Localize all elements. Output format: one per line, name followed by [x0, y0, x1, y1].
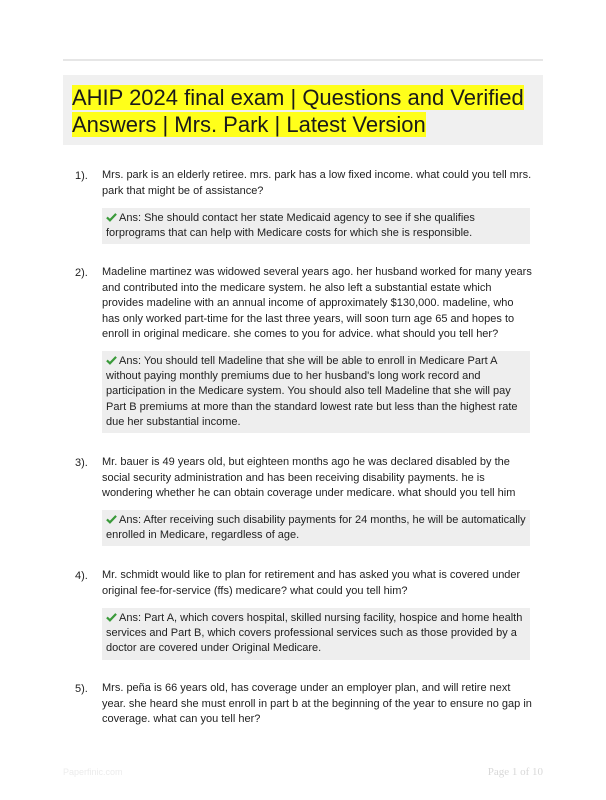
answer-box: [102, 208, 530, 244]
answer-text: Ans: Part A, which covers hospital, skilled nursing facility, hospice and home health services and Part B, which covers professional services such as those provided by a doctor are covered under Original Medicare.: [106, 612, 523, 655]
answer-text: Ans: After receiving such disability payments for 24 months, he will be automatically enrolled in Medicare, regardless of age.: [106, 514, 526, 542]
footer-source: Paperfinic.com: [63, 767, 123, 777]
answer-box: [102, 608, 530, 660]
top-divider: [63, 59, 543, 61]
question-number: 1).: [75, 170, 88, 182]
question-text: Mrs. park is an elderly retiree. mrs. park has a low fixed income. what could you tell mrs. park that might be of assistance?: [102, 169, 532, 197]
check-icon: [106, 355, 117, 365]
question-number: 5).: [75, 683, 88, 695]
question-text: Mr. bauer is 49 years old, but eighteen months ago he was declared disabled by the social security administration and has been receiving disability payments. he is wondering whether he can obtain coverage under medicare. what should you tell him: [102, 456, 516, 499]
title-box: [63, 75, 543, 145]
question-number: 3).: [75, 457, 88, 469]
question-number: 4).: [75, 570, 88, 582]
check-icon: [106, 212, 117, 222]
check-icon: [106, 612, 117, 622]
question-text: Mrs. peña is 66 years old, has coverage under an employer plan, and will retire next year. she heard she must enroll in part b at the beginning of the year to ensure no gap in coverage. what can you tell her?: [102, 682, 532, 725]
answer-box: [102, 510, 530, 546]
page-number: Page 1 of 10: [487, 766, 543, 778]
answer-text: Ans: You should tell Madeline that she will be able to enroll in Medicare Part A without paying monthly premiums due to her husband's long work record and participation in the Medicare system. You should also tell Madeline that she will pay Part B premiums at more than the standard lowest rate but less than the highest rate due her substantial income.: [106, 355, 518, 428]
check-icon: [106, 514, 117, 524]
question-text: Madeline martinez was widowed several years ago. her husband worked for many years and contributed into the medicare system. he also left a substantial estate which provides madeline with an annual income of approximately $130,000. madeline, who has only worked part-time for the last three years, will soon turn age 65 and hopes to enroll in original medicare. she comes to you for advice. what should you tell her?: [102, 266, 532, 340]
question-text: Mr. schmidt would like to plan for retirement and has asked you what is covered under original fee-for-service (ffs) medicare? what could you tell him?: [102, 569, 521, 597]
answer-box: [102, 351, 530, 433]
answer-text: Ans: She should contact her state Medicaid agency to see if she qualifies forprograms that can help with Medicare costs for which she is responsible.: [106, 212, 475, 240]
document-title: AHIP 2024 final exam | Questions and Verified Answers | Mrs. Park | Latest Version: [72, 85, 524, 137]
question-number: 2).: [75, 267, 88, 279]
